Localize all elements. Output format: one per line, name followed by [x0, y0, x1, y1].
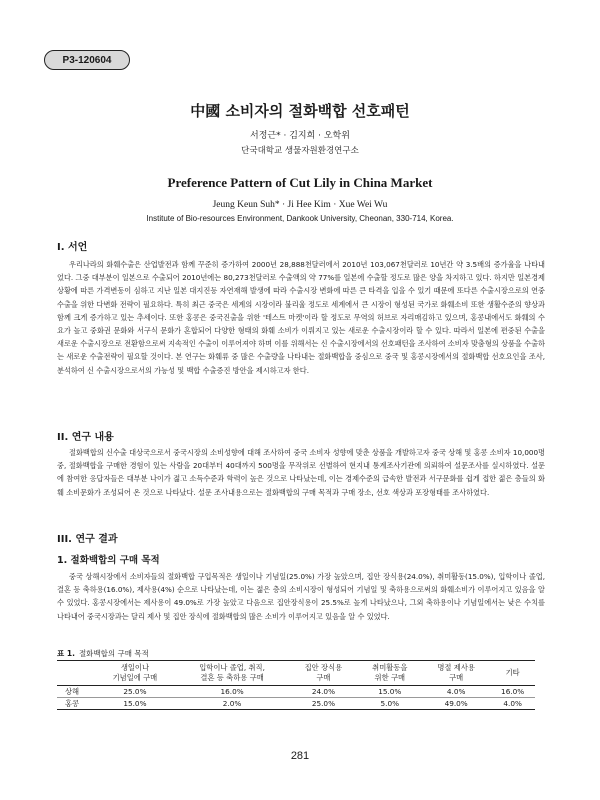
table-header-cell	[57, 661, 95, 686]
table-header-cell: 집안 장식용 구매	[289, 661, 357, 686]
table-cell: 2.0%	[175, 698, 289, 710]
table-header-cell: 기타	[490, 661, 535, 686]
affiliation-korean: 단국대학교 생물자원환경연구소	[241, 146, 359, 156]
table-header-row	[57, 661, 535, 686]
page-number: 281	[290, 750, 310, 762]
table-row	[57, 686, 535, 698]
section-paragraph-methods: 절화백합의 신수출 대상국으로서 중국시장의 소비성향에 대해 조사하여 중국 소비자 성향에 맞춘 상품을 개발하고자 중국 상해 및 홍콩 소비자 10,000명중, 절화백합을 구매한 경험이 있는 사람을 20대부터 40대까지 500명을 무작위로 선별하여 현지내 통계조사기관에 의뢰하여 설문조사를 실시하였다. 설문에 참여한 응답자들은 대부분 나이가 젊고 소득수준과 학력이 높은 것으로 나타났는데, 이는 경제수준의 급속한 발전과 서구문화를 쉽게 접한 젊은 층들의 화훼 소비문화가 조성되어 온 것으로 나타났다. 설문 조사내용으로는 절화백합의 구매 목적과 구매 장소, 선호 색상과 포장형태를 조사하였다.	[57, 448, 545, 497]
table-cell: 25.0%	[95, 686, 175, 698]
subsection-heading-purchase-purpose: 1. 절화백합의 구매 목적	[57, 555, 160, 566]
table-row	[57, 698, 535, 710]
table-cell: 15.0%	[358, 686, 422, 698]
table-cell: 5.0%	[358, 698, 422, 710]
table-cell: 25.0%	[289, 698, 357, 710]
table-cell: 16.0%	[175, 686, 289, 698]
table-cell: 15.0%	[95, 698, 175, 710]
table-caption	[57, 648, 149, 659]
section-heading-results: III. 연구 결과	[57, 534, 118, 545]
table-cell-region: 상해	[57, 686, 95, 698]
authors-english: Jeung Keun Suh* · Ji Hee Kim · Xue Wei Wu	[212, 200, 388, 210]
table-cell: 16.0%	[490, 686, 535, 698]
paper-title-korean: 中國 소비자의 절화백합 선호패턴	[190, 102, 410, 120]
table-cell: 4.0%	[490, 698, 535, 710]
section-heading-introduction: I. 서언	[57, 242, 88, 253]
table-cell: 4.0%	[422, 686, 490, 698]
table-label: 표 1.	[57, 649, 75, 658]
table-header-cell: 입학이나 졸업, 취직, 결혼 등 축하용 구매	[175, 661, 289, 686]
table-header-cell: 명절 제사용 구매	[422, 661, 490, 686]
table-header-cell: 취미활동을 위한 구매	[358, 661, 422, 686]
table-cell-region: 홍콩	[57, 698, 95, 710]
section-paragraph-introduction: 우리나라의 화훼수출은 산업발전과 함께 꾸준히 증가하여 2000년 28,888천달러에서 2010년 103,067천달러로 10년간 약 3.5배의 증가율을 나타내었다. 그중 대부분이 일본으로 수출되어 2010년에는 80,273천달러로 수출액의 약 77%를 일본에 수출할 정도로 많은 양을 차지하고 있다. 하지만 일본경제 상황에 따른 가격변동이 심하고 지난 일본 대지진등 자연재해 발생에 따라 수출시장 변화에 따른 큰 타격을 입을 수 있기 때문에 또다른 수출시장으로의 연중 수출을 위한 다변화 전략이 필요하다. 특히 최근 중국은 세계의 시장이라 불리울 정도로 세계에서 큰 시장이 형성된 국가로 화훼소비 또한 생활수준의 향상과 함께 크게 증가하고 있는 추세이다. 또한 홍콩은 중국진출을 위한 '테스트 마켓'이라 할 정도로 무역의 허브로 자리매김하고 있으며, 홍콩내에서도 화훼의 수요가 높고 중화권 문화와 서구식 문화가 혼합되어 다양한 형태의 화훼 소비가 이뤄지고 있는 새로운 수출시장이라 할 수 있다. 따라서 일본에 편중된 수출을 새로운 수출시장으로 전환함으로써 지속적인 수출이 이루어져야 하며 이를 위해서는 신 수출시장에서의 선호패턴을 조사하여 소비자 맞춤형의 상품을 수출하는 새로운 수출전략이 필요할 것이다. 본 연구는 화훼류 중 많은 수출량을 나타내는 절화백합을 중심으로 중국 및 홍콩시장에서의 절화백합 선호요인을 조사, 분석하여 신 수출시장으로서의 가능성 및 백합 수출증진 방안을 제시하고자 한다.	[57, 260, 545, 375]
table-cell: 24.0%	[289, 686, 357, 698]
table-cell: 49.0%	[422, 698, 490, 710]
table-caption-text: 절화백합의 구매 목적	[78, 649, 149, 658]
authors-korean: 서정근* · 김지희 · 오학위	[250, 131, 350, 141]
table-header-cell: 생일이나 기념일에 구매	[95, 661, 175, 686]
section-paragraph-results: 중국 상해시장에서 소비자들의 절화백합 구입목적은 생일이나 기념일(25.0%) 가장 높았으며, 집안 장식용(24.0%), 취미활동(15.0%), 입학이나 졸업, 결혼 등 축하용(16.0%), 제사용(4%) 순으로 나타났는데, 이는 젊은 층의 소비시장이 형성되어 기념일 및 축하용으로써의 화훼소비가 이루어지고 있음을 알 수 있었다. 홍콩시장에서는 제사용이 49.0%로 가장 높았고 다음으로 집안장식용이 25.5%로 높게 나타났으나, 그외 축하용이나 기념일에서는 낮은 수치를 나타내어 중국시장과는 달리 제사 및 집안 장식에 절화백합의 많은 소비가 이루어지고 있음을 알 수 있었다.	[57, 572, 545, 621]
poster-id-badge: P3-120604	[44, 50, 130, 70]
paper-title-english: Preference Pattern of Cut Lily in China Market	[167, 175, 433, 190]
purchase-purpose-table	[57, 660, 535, 710]
section-heading-methods: II. 연구 내용	[57, 432, 114, 443]
affiliation-english: Institute of Bio-resources Environment, Dankook University, Cheonan, 330-714, Korea.	[146, 214, 454, 223]
